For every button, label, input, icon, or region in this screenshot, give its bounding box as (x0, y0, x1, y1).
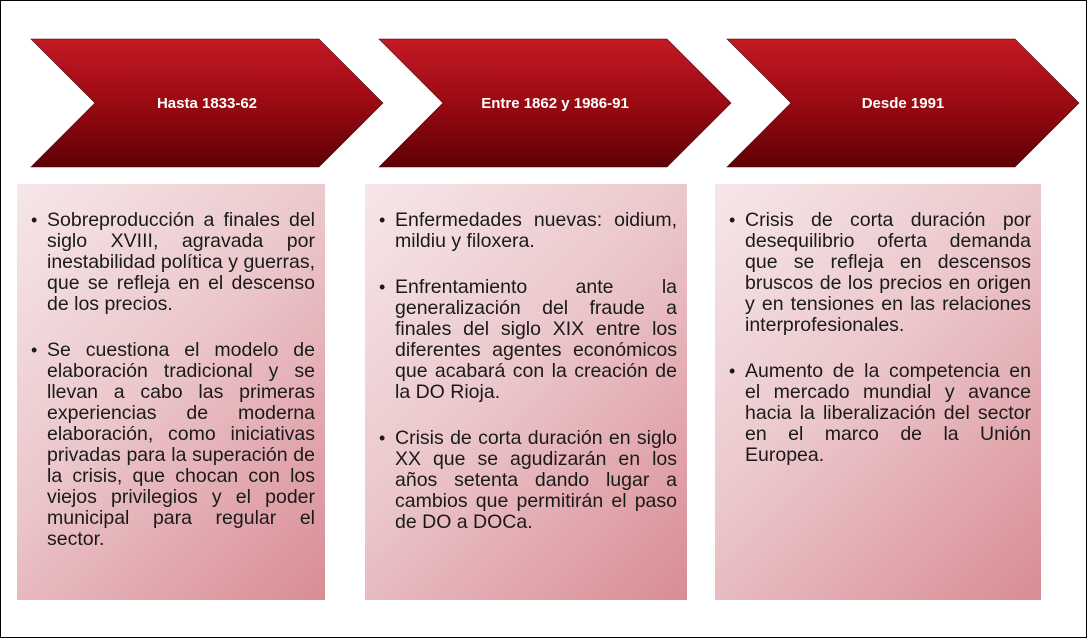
list-item: • Crisis de corta duración en siglo XX que se agudizarán en los años setenta dando lugar a cambios que permitirán el paso de DO a DOCa. (379, 428, 677, 533)
stage-title-3: Desde 1991 (861, 94, 945, 112)
list-item: • Crisis de corta duración por desequilibrio oferta demanda que se refleja en descensos bruscos de los precios en origen y en tensiones en las relaciones interprofesionales. (729, 210, 1031, 336)
list-item: • Enfrentamiento ante la generalización del fraude a finales del siglo XIX entre los diferentes agentes económicos que acabará con la creación de la DO Rioja. (379, 277, 677, 403)
list-item: • Se cuestiona el modelo de elaboración tradicional y se llevan a cabo las primeras experiencias de moderna elaboración, como iniciativas privadas para la superación de la crisis, que chocan con los viejos privilegios y el poder municipal para regular el sector. (31, 340, 315, 550)
stage-list-2 (379, 210, 677, 533)
stage-list-1 (31, 210, 315, 550)
stage-arrow-1 (31, 39, 383, 167)
stage-box-2 (365, 184, 687, 600)
stage-arrow-2 (379, 39, 731, 167)
stage-box-3 (715, 184, 1041, 600)
stage-arrow-3 (727, 39, 1079, 167)
stage-title-2: Entre 1862 y 1986-91 (481, 94, 629, 112)
list-item: • Aumento de la competencia en el mercado mundial y avance hacia la liberalización del sector en el marco de la Unión Europea. (729, 361, 1031, 466)
list-item: • Enfermedades nuevas: oidium, mildiu y filoxera. (379, 210, 677, 252)
stage-title-1: Hasta 1833-62 (156, 94, 258, 112)
stage-box-1 (17, 184, 325, 600)
stage-list-3 (729, 210, 1031, 466)
list-item: • Sobreproducción a finales del siglo XVIII, agravada por inestabilidad política y guerras, que se refleja en el descenso de los precios. (31, 210, 315, 315)
